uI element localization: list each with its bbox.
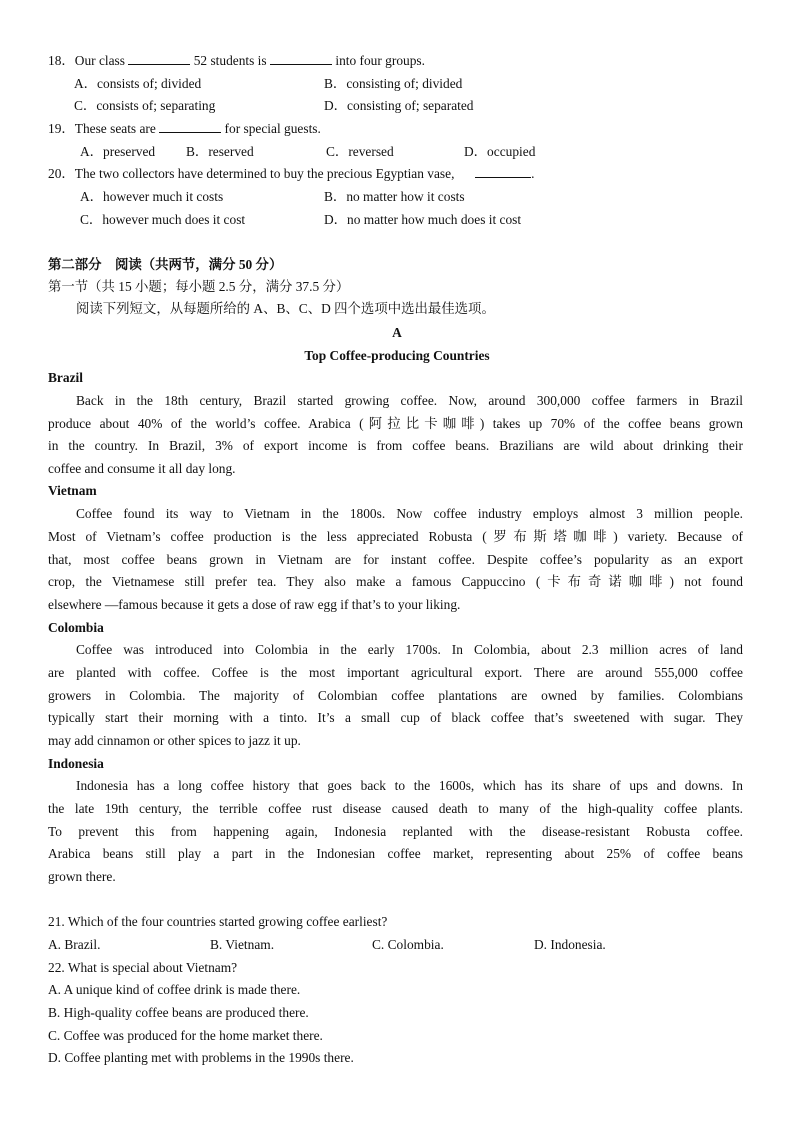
paragraph-line: Coffee found its way to Vietnam in the 1800s. Now coffee industry employs almost 3 million people. xyxy=(76,506,743,521)
q20-option-c: C．however much does it cost xyxy=(80,212,246,227)
q21-option-c: C. Colombia. xyxy=(372,937,444,952)
q19-option-d: D．occupied xyxy=(464,144,536,159)
question-18-stem xyxy=(48,52,425,70)
question-20-stem xyxy=(48,165,535,183)
paragraph-line: coffee and consume it all day long. xyxy=(48,461,236,476)
q19-text-post: for special guests. xyxy=(224,121,321,136)
paragraph-line: Back in the 18th century, Brazil started growing coffee. Now, around 300,000 coffee farmers in Brazil xyxy=(76,393,743,408)
q19-text-pre: 19．These seats are xyxy=(48,121,156,136)
answer-blank xyxy=(159,120,221,133)
paragraph-line: elsewhere —famous because it gets a dose of raw egg if that’s to your liking. xyxy=(48,597,461,612)
q18-option-b: B．consisting of; divided xyxy=(324,76,463,91)
q18-text-mid: 52 students is xyxy=(193,53,267,68)
part-two-heading: 第二部分 阅读（共两节，满分 50 分） xyxy=(48,257,283,272)
paragraph-line: in the country. In Brazil, 3% of export income is from coffee beans. Brazilians are wild about drinking their xyxy=(48,438,743,453)
question-19-stem xyxy=(48,120,321,138)
paragraph-line: Arabica beans still play a part in the Indonesian coffee market, representing about 25% of coffee beans xyxy=(48,846,743,861)
q19-option-a: A．preserved xyxy=(80,144,156,159)
paragraph-line: the late 19th century, the terrible coffee rust disease caused death to many of the high-quality coffee plants. xyxy=(48,801,743,816)
q18-text-post: into four groups. xyxy=(335,53,425,68)
paragraph-line: produce about 40% of the world’s coffee. Arabica (阿拉比卡咖啡) takes up 70% of the coffee beans grown xyxy=(48,416,743,431)
paragraph-line: To prevent this from happening again, Indonesia replanted with the disease-resistant Robusta coffee. xyxy=(48,824,743,839)
section-heading-colombia: Colombia xyxy=(48,620,104,635)
paragraph-line: may add cinnamon or other spices to jazz it up. xyxy=(48,733,301,748)
answer-blank xyxy=(475,165,531,178)
section-one-heading: 第一节（共 15 小题；每小题 2.5 分，满分 37.5 分） xyxy=(48,279,350,294)
paragraph-line: grown there. xyxy=(48,869,116,884)
question-21-stem: 21. Which of the four countries started growing coffee earliest? xyxy=(48,914,388,929)
answer-blank xyxy=(270,52,332,65)
q18-option-a: A．consists of; divided xyxy=(74,76,202,91)
section-heading-vietnam: Vietnam xyxy=(48,483,97,498)
paragraph-line: are planted with coffee. Coffee is the most important agricultural export. There are around 555,000 coffee xyxy=(48,665,743,680)
q20-text-post: . xyxy=(531,166,535,181)
q19-option-b: B．reserved xyxy=(186,144,254,159)
paragraph-line: growers in Colombia. The majority of Colombian coffee plantations are owned by families. Colombians xyxy=(48,688,743,703)
reading-instruction: 阅读下列短文，从每题所给的 A、B、C、D 四个选项中选出最佳选项。 xyxy=(76,301,495,316)
question-22-stem: 22. What is special about Vietnam? xyxy=(48,960,238,975)
passage-letter: A xyxy=(392,325,402,340)
q18-option-c: C．consists of; separating xyxy=(74,98,216,113)
q21-option-a: A. Brazil. xyxy=(48,937,101,952)
q19-option-c: C．reversed xyxy=(326,144,394,159)
paragraph-line: Indonesia has a long coffee history that goes back to the 1600s, which has its share of ups and downs. In xyxy=(76,778,743,793)
paragraph-line: Most of Vietnam’s coffee production is the less appreciated Robusta (罗布斯塔咖啡) variety. Because of xyxy=(48,529,743,544)
paragraph-line: that, most coffee beans grown in Vietnam are for instant coffee. Despite coffee’s popularity as an export xyxy=(48,552,743,567)
q21-option-b: B. Vietnam. xyxy=(210,937,275,952)
section-heading-indonesia: Indonesia xyxy=(48,756,104,771)
paragraph-line: Coffee was introduced into Colombia in the early 1700s. In Colombia, about 2.3 million acres of land xyxy=(76,642,743,657)
q18-text-pre: 18．Our class xyxy=(48,53,125,68)
q22-option-a: A. A unique kind of coffee drink is made there. xyxy=(48,982,301,997)
q22-option-d: D. Coffee planting met with problems in the 1990s there. xyxy=(48,1050,354,1065)
q22-option-c: C. Coffee was produced for the home market there. xyxy=(48,1028,323,1043)
q22-option-b: B. High-quality coffee beans are produced there. xyxy=(48,1005,309,1020)
q20-option-a: A．however much it costs xyxy=(80,189,224,204)
q18-option-d: D．consisting of; separated xyxy=(324,98,474,113)
q21-option-d: D. Indonesia. xyxy=(534,937,606,952)
q20-option-d: D．no matter how much does it cost xyxy=(324,212,522,227)
q20-option-b: B．no matter how it costs xyxy=(324,189,465,204)
q20-text-pre: 20．The two collectors have determined to buy the precious Egyptian vase, xyxy=(48,166,455,181)
answer-blank xyxy=(128,52,190,65)
paragraph-line: crop, the Vietnamese still prefer tea. They also make a famous Cappuccino (卡布奇诺咖啡) not found xyxy=(48,574,743,589)
paragraph-line: typically start their morning with a tinto. It’s a small cup of black coffee that’s sweetened with sugar. They xyxy=(48,710,743,725)
passage-title: Top Coffee-producing Countries xyxy=(304,348,490,363)
section-heading-brazil: Brazil xyxy=(48,370,83,385)
